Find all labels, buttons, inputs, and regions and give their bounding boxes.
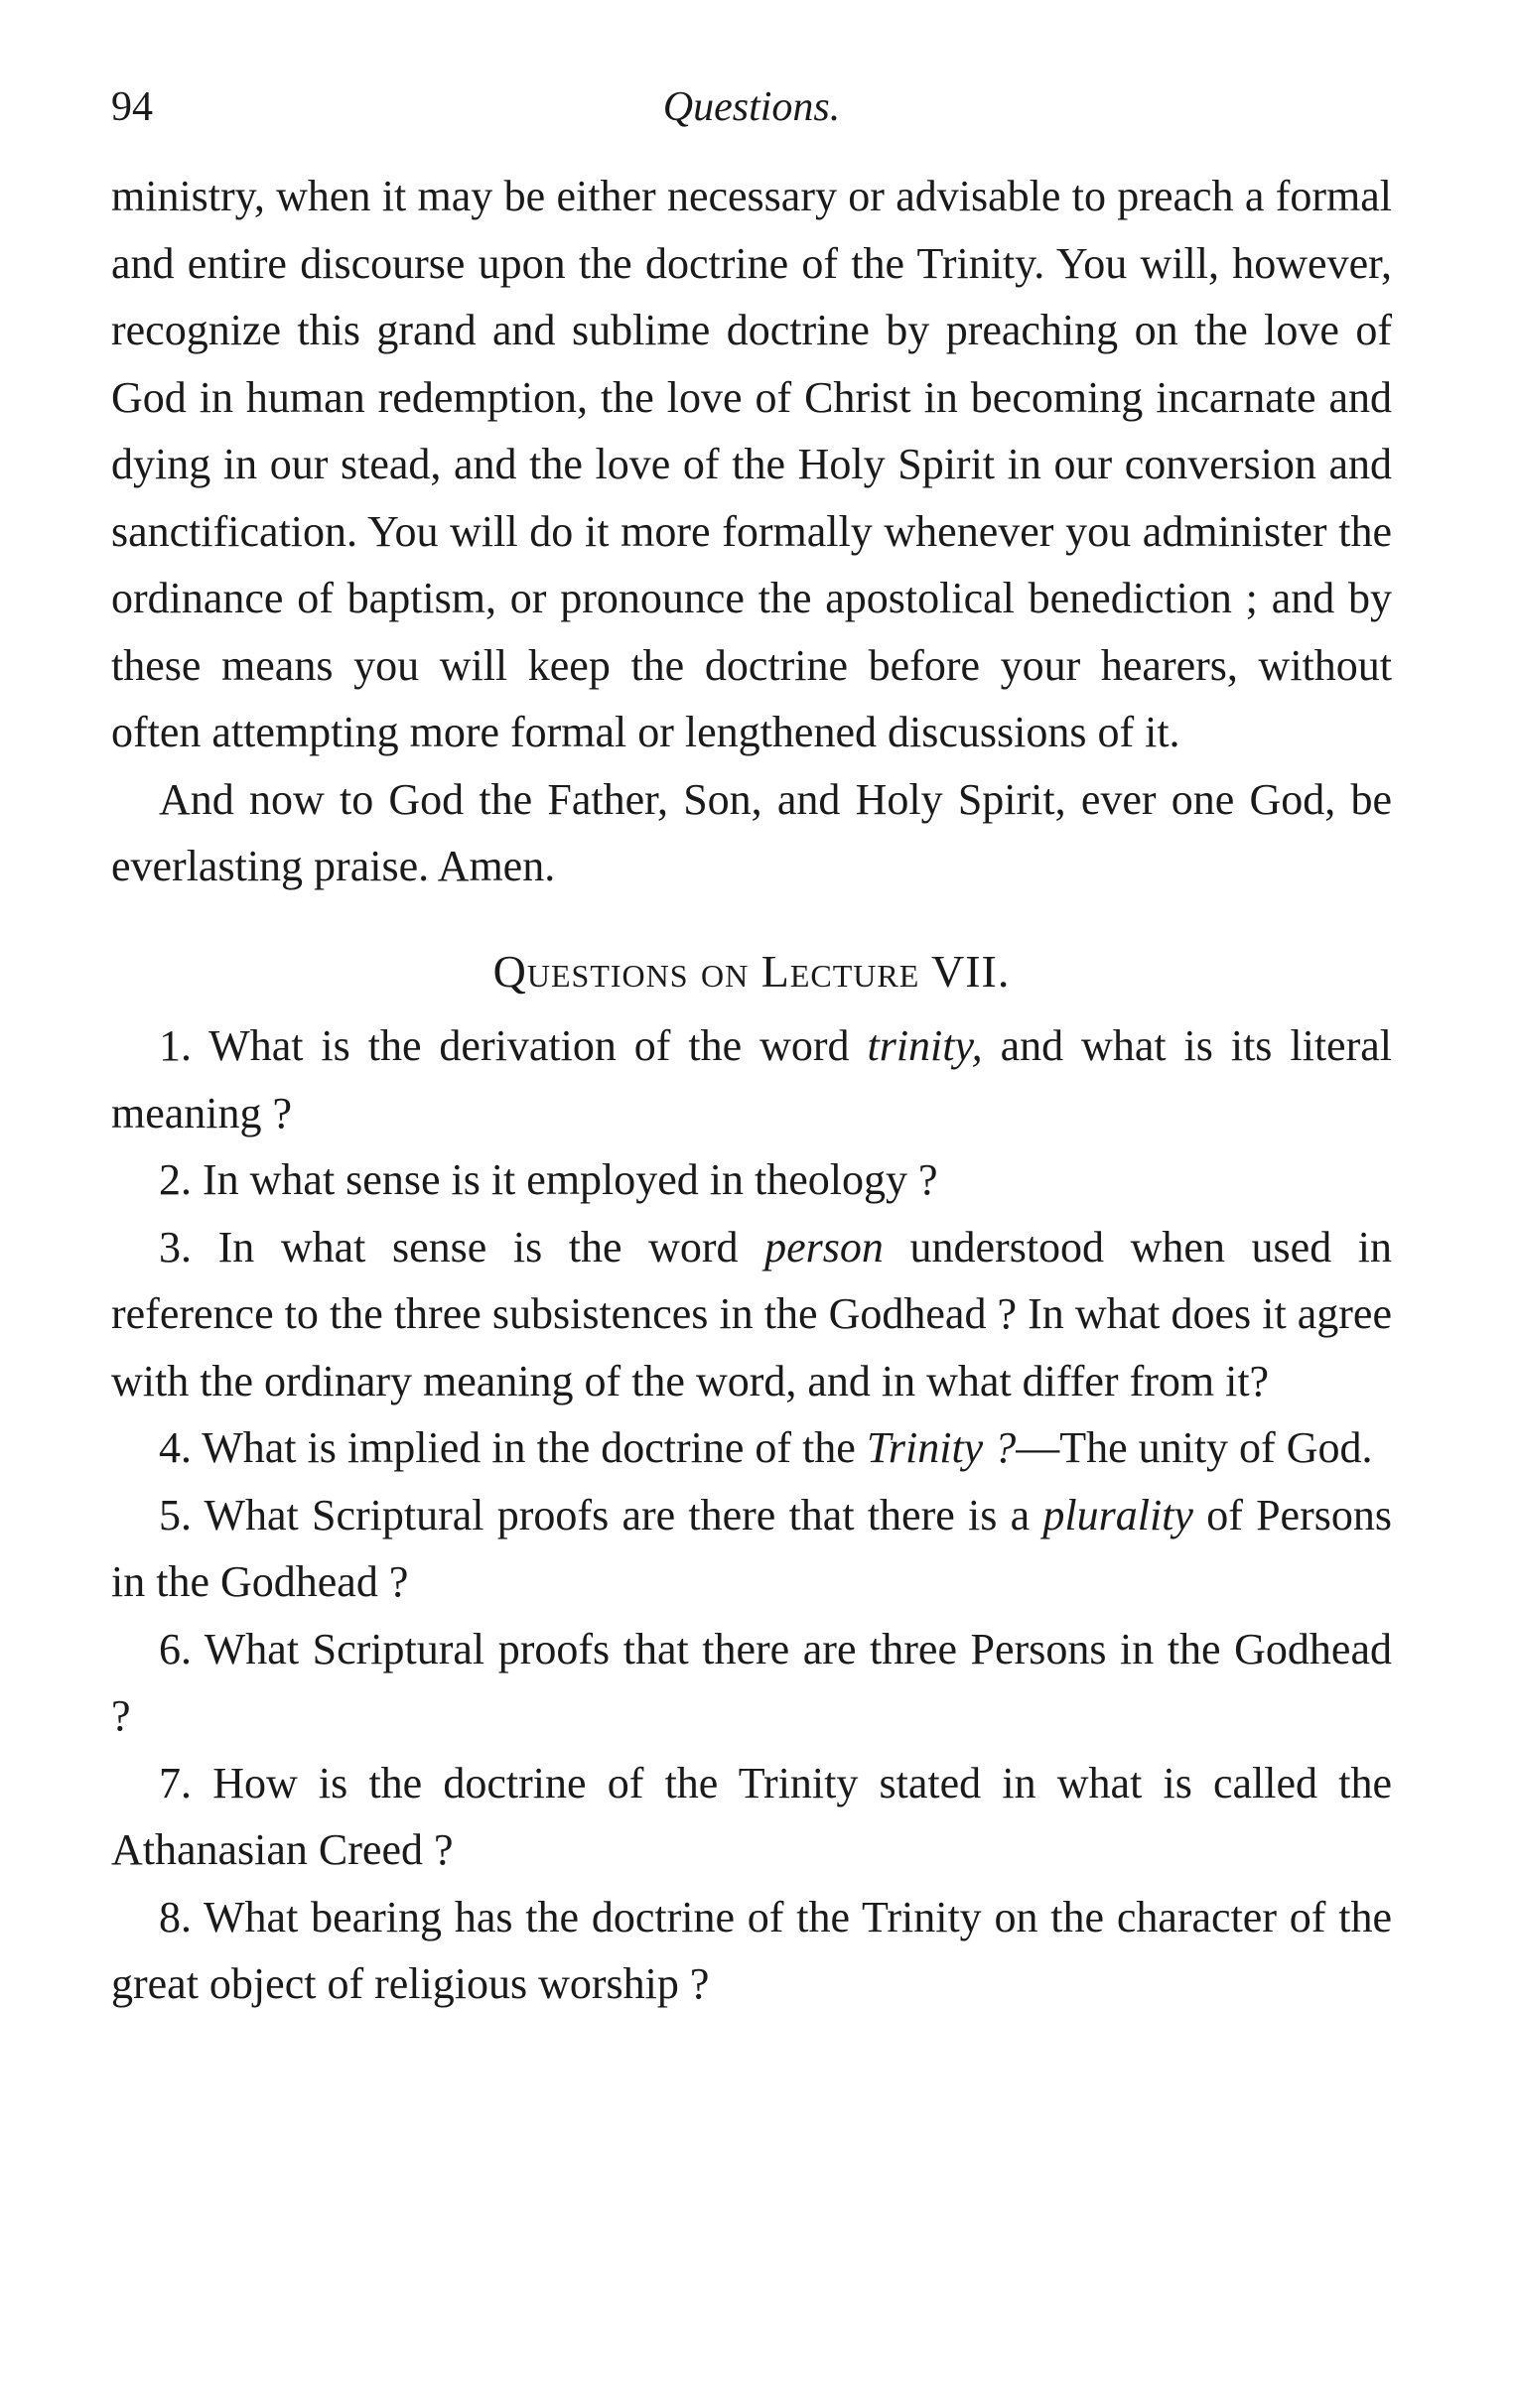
section-heading: Questions on Lecture VII. [492,945,1011,997]
question-number: 5. [159,1490,192,1539]
question-emphasis: trinity, [867,1021,983,1070]
question-number: 7. [159,1758,192,1807]
question-number: 1. [159,1021,192,1070]
question-text: In what sense is the word [217,1222,765,1271]
question-number: 3. [159,1222,192,1271]
question-number: 6. [159,1624,192,1673]
question-item [111,1146,1392,1214]
question-text: What bearing has the doctrine of the Trinity on the character of the great object of religious worship ? [111,1892,1392,2008]
paragraph-ministry: ministry, when it may be either necessary or advisable to preach a formal and entire discourse upon the doctrine of the Trinity. You will, however, recognize this grand and sublime doctrine by preaching on the love of God in human redemption, the love of Christ in becoming incarnate and dying in our stead, and the love of the Holy Spirit in our conversion and sanctification. You will do it more formally whenever you administer the ordinance of baptism, or pronounce the apostolical benediction ; and by these means you will keep the doctrine before your hearers, without often attempting more formal or lengthened discussions of it. [111,172,1392,756]
question-text-end: of Persons in the Godhead ? [111,1490,1392,1606]
question-text-end: understood when used in reference to the three subsistences in the Godhead ? In what does it agree with the ordinary meaning of the word, and in what differ from it? [111,1222,1393,1405]
question-item [111,1214,1392,1415]
paragraph-doxology: And now to God the Father, Son, and Holy Spirit, ever one God, be everlasting praise. Amen. [111,774,1392,890]
question-text-end: and what is its literal meaning ? [111,1021,1392,1137]
question-emphasis: Trinity ? [866,1423,1017,1472]
question-item [111,1616,1392,1750]
question-number: 2. [159,1155,192,1204]
question-text: What Scriptural proofs are there that there is a [204,1490,1043,1539]
question-item [111,1012,1392,1146]
question-number: 4. [159,1423,192,1472]
running-head [111,83,1392,143]
page-number: 94 [111,84,153,130]
question-text-end: —The unity of God. [1016,1423,1373,1472]
question-text: What is the derivation of the word [208,1021,868,1070]
body-text [111,163,1392,2018]
question-text: What Scriptural proofs that there are three Persons in the Godhead ? [111,1624,1392,1740]
running-title: Questions. [662,84,841,130]
question-emphasis: person [764,1222,884,1271]
question-text: How is the doctrine of the Trinity stated in what is called the Athanasian Creed ? [111,1758,1392,1874]
book-page [111,83,1392,2018]
question-emphasis: plurality [1042,1490,1193,1539]
question-item [111,1414,1392,1482]
question-list [111,1012,1392,2018]
question-number: 8. [159,1892,192,1941]
question-text: What is implied in the doctrine of the [202,1423,867,1472]
question-text: In what sense is it employed in theology ? [203,1155,938,1204]
question-item [111,1750,1392,1884]
question-item [111,1482,1392,1616]
question-item [111,1884,1392,2018]
